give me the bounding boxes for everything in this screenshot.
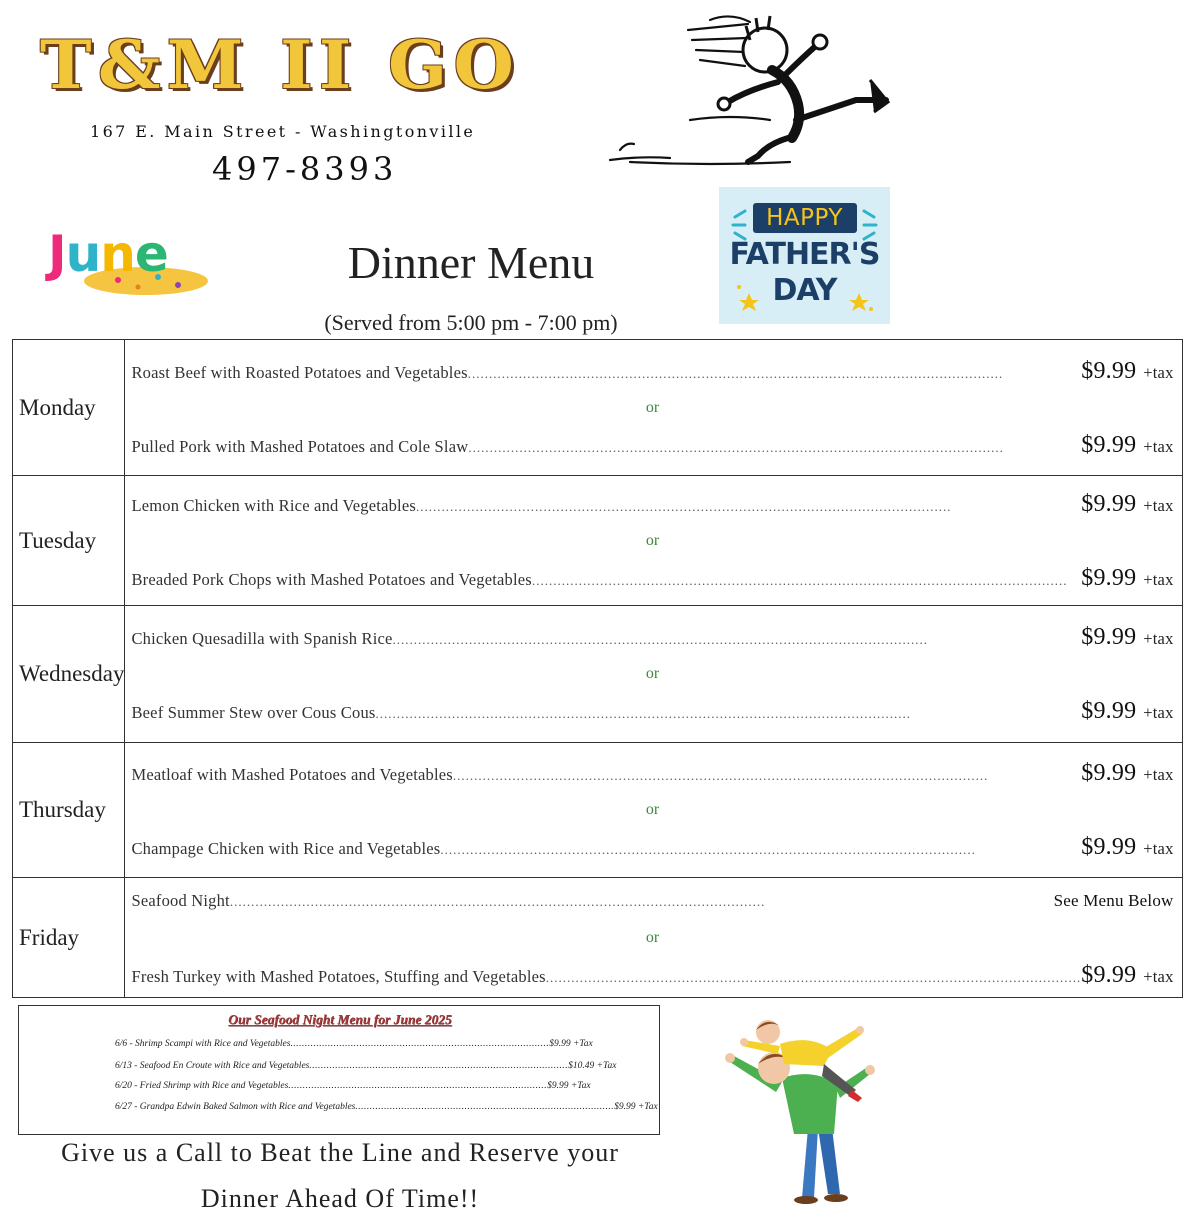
menu-item: Seafood Night .............................................................................................................................. See Menu Below	[131, 890, 1174, 910]
menu-item: Chicken Quesadilla with Spanish Rice .............................................................................................................................. $9.99 +tax	[131, 624, 1174, 650]
table-row	[13, 878, 1183, 998]
or-separator: or	[645, 928, 660, 946]
day-items	[125, 743, 1182, 878]
fathers-day-badge	[719, 187, 890, 324]
or-separator: or	[645, 801, 660, 818]
table-row	[13, 743, 1183, 878]
or-separator: or	[645, 531, 660, 549]
or-separator: or	[645, 398, 660, 416]
seafood-item: 6/13 - Seafood En Croute with Rice and Vegetables .......................................................................................... $10.49 +Tax	[115, 1061, 617, 1071]
call-to-action-line-2: Dinner Ahead Of Time!!	[200, 1184, 480, 1213]
day-label: Tuesday	[13, 476, 125, 606]
day-items	[125, 606, 1182, 743]
father-and-son-illustration	[720, 1008, 880, 1208]
day-label: Wednesday	[13, 606, 125, 743]
restaurant-logo: T&M II GO	[40, 26, 521, 104]
day-items	[125, 878, 1182, 998]
page-title: Dinner Menu	[347, 237, 595, 288]
table-row	[13, 476, 1183, 606]
menu-item: Fresh Turkey with Mashed Potatoes, Stuffing and Vegetables .............................................................................................................................. $9.99 +tax	[131, 961, 1174, 988]
seafood-item: 6/27 - Grandpa Edwin Baked Salmon with Rice and Vegetables .......................................................................................... $9.99 +Tax	[115, 1102, 658, 1112]
seafood-title: Our Seafood Night Menu for June 2025	[228, 1012, 452, 1027]
menu-item: Beef Summer Stew over Cous Cous .............................................................................................................................. $9.99 +tax	[131, 698, 1174, 724]
day-label: Monday	[13, 340, 125, 476]
menu-item: Roast Beef with Roasted Potatoes and Vegetables .............................................................................................................................. $9.99 +tax	[131, 357, 1174, 384]
fathers-day-fathers: FATHER'S	[729, 237, 880, 272]
call-to-action-line-1: Give us a Call to Beat the Line and Reserve your	[61, 1138, 619, 1167]
seafood-item: 6/20 - Fried Shrimp with Rice and Vegetables .......................................................................................... $9.99 +Tax	[115, 1081, 591, 1091]
dinner-menu-table	[12, 339, 1183, 998]
menu-item: Lemon Chicken with Rice and Vegetables .............................................................................................................................. $9.99 +tax	[131, 490, 1174, 517]
table-row	[13, 340, 1183, 476]
june-word: June	[48, 225, 168, 283]
running-man-illustration	[600, 10, 900, 170]
day-label: Thursday	[13, 743, 125, 878]
address: 167 E. Main Street - Washingtonville	[90, 122, 476, 141]
menu-item: Pulled Pork with Mashed Potatoes and Cole Slaw .............................................................................................................................. $9.99 +tax	[131, 431, 1174, 458]
seafood-menu-box	[18, 1005, 660, 1135]
fathers-day-day: DAY	[772, 273, 837, 308]
table-row	[13, 606, 1183, 743]
menu-item: Meatloaf with Mashed Potatoes and Vegetables .............................................................................................................................. $9.99 +tax	[131, 760, 1174, 786]
menu-item: Champage Chicken with Rice and Vegetables .............................................................................................................................. $9.99 +tax	[131, 834, 1174, 860]
seafood-item: 6/6 - Shrimp Scampi with Rice and Vegetables .......................................................................................... $9.99 +Tax	[115, 1039, 593, 1049]
or-separator: or	[645, 665, 660, 682]
fathers-day-happy: HAPPY	[766, 205, 843, 231]
phone-number: 497-8393	[212, 150, 398, 188]
day-items	[125, 476, 1182, 606]
day-items	[125, 340, 1182, 476]
served-hours: (Served from 5:00 pm - 7:00 pm)	[324, 310, 618, 335]
day-label: Friday	[13, 878, 125, 998]
menu-item: Breaded Pork Chops with Mashed Potatoes and Vegetables .............................................................................................................................. $9.99 +tax	[131, 564, 1174, 591]
